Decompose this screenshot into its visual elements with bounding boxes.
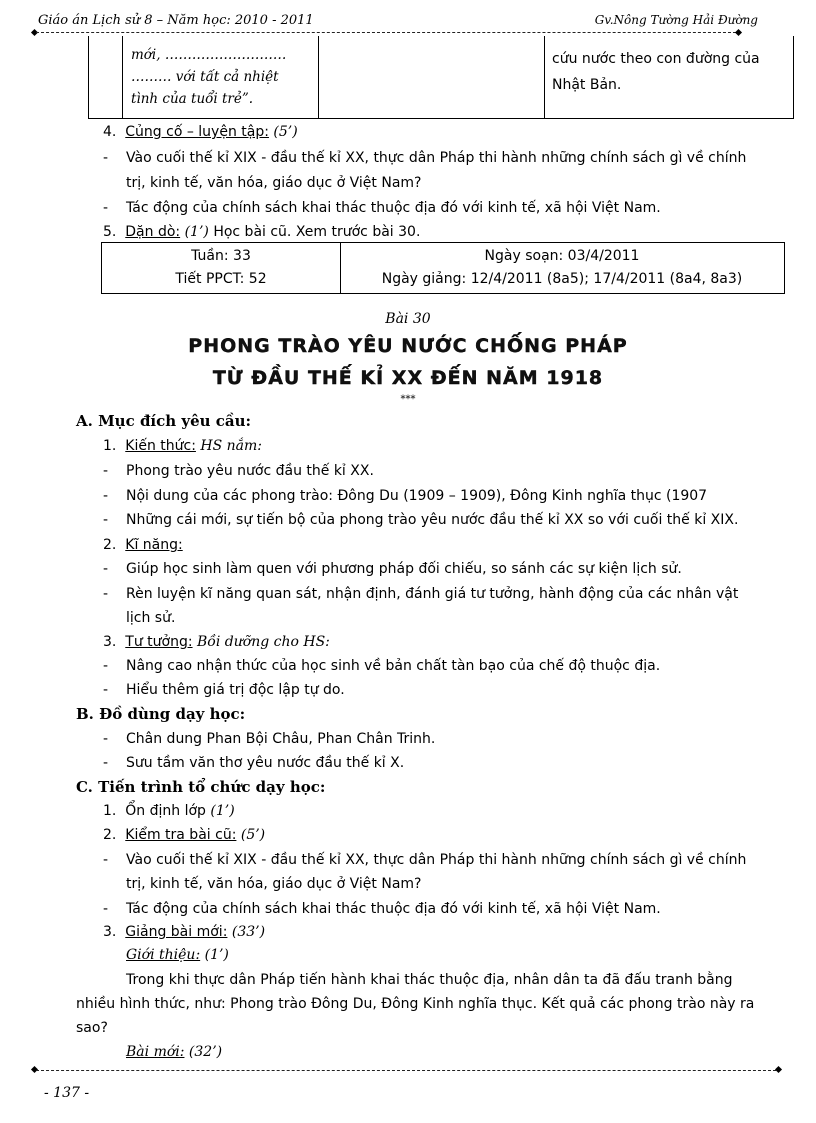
table-text-line: Nhật Bản. [552,77,622,93]
knowledge-heading [103,438,262,454]
header-author: Gv.Nông Tường Hải Đường [594,13,758,27]
materials-item: Chân dung Phan Bội Châu, Phan Chân Trinh. [126,731,436,747]
skills-item: lịch sử. [126,610,176,626]
table-border-inner2 [318,36,319,118]
section-a-heading: A. Mục đích yêu cầu: [76,412,252,430]
knowledge-item: Phong trào yêu nước đầu thế kỉ XX. [126,463,374,479]
review-label: Củng cố – luyện tập: [125,124,269,140]
intro-heading [126,947,229,963]
intro-label: Giới thiệu: [126,947,201,963]
bullet-dash: - [103,755,109,771]
knowledge-item: Nội dung của các phong trào: Đông Du (1909 – 1909), Đông Kinh nghĩa thục (1907 [126,488,708,504]
check-bullet-line: trị, kinh tế, văn hóa, giáo dục ở Việt Nam? [126,876,422,892]
step-2 [103,827,265,843]
bullet-dash: - [103,901,109,917]
table-quote-line: mới, ……………………… [131,47,287,63]
title-ornament: *** [400,394,416,405]
section-c-heading: C. Tiến trình tổ chức dạy học: [76,778,326,796]
bullet-dash: - [103,488,109,504]
knowledge-item: Những cái mới, sự tiến bộ của phong trào yêu nước đầu thế kỉ XX so với cuối thế kỉ XIX. [126,512,739,528]
review-heading [103,124,298,140]
table-border-bottom [88,118,794,119]
table-text-line: cứu nước theo con đường của [552,51,760,67]
step-1-time: (1’) [210,803,235,819]
skills-heading [103,537,183,553]
lesson-number: Bài 30 [385,311,431,327]
skills-item: Giúp học sinh làm quen với phương pháp đối chiếu, so sánh các sự kiện lịch sử. [126,561,682,577]
review-bullet-line: trị, kinh tế, văn hóa, giáo dục ở Việt Nam? [126,175,422,191]
homework-time: (1’) [184,224,209,240]
attitude-note: Bồi dưỡng cho HS: [197,634,330,650]
attitude-item: Hiểu thêm giá trị độc lập tự do. [126,682,345,698]
info-period: Tiết PPCT: 52 [175,271,267,287]
bullet-dash: - [103,852,109,868]
review-bullet-line: Tác động của chính sách khai thác thuộc địa đó với kinh tế, xã hội Việt Nam. [126,200,661,216]
info-week: Tuần: 33 [191,248,251,264]
header-rule [36,32,736,33]
review-bullet-line: Vào cuối thế kỉ XIX - đầu thế kỉ XX, thực dân Pháp thi hành những chính sách gì về chính [126,150,747,166]
lesson-title-line1: PHONG TRÀO YÊU NƯỚC CHỐNG PHÁP [188,335,628,357]
table-quote-line: ……… với tất cả nhiệt [131,69,279,85]
bullet-dash: - [103,731,109,747]
bullet-dash: - [103,463,109,479]
footer-rule [36,1070,776,1071]
bullet-dash: - [103,658,109,674]
bullet-dash: - [103,561,109,577]
materials-item: Sưu tầm văn thơ yêu nước đầu thế kỉ X. [126,755,405,771]
footer-right-dot [775,1066,782,1073]
step-3-label: Giảng bài mới: [125,924,228,940]
table-border-right [793,36,794,118]
table-border-left [88,36,89,118]
skills-number: 2. [103,537,117,553]
lesson-info-table [101,242,785,294]
review-time: (5’) [273,124,298,140]
step-2-label: Kiểm tra bài cũ: [125,827,237,843]
bullet-dash: - [103,586,109,602]
info-teach-date: Ngày giảng: 12/4/2011 (8a5); 17/4/2011 (8a4, 8a3) [381,271,743,287]
intro-time: (1’) [204,947,229,963]
knowledge-label: Kiến thức: [125,438,196,454]
review-number: 4. [103,124,117,140]
skills-item: Rèn luyện kĩ năng quan sát, nhận định, đánh giá tư tưởng, hành động của các nhân vật [126,586,739,602]
new-lesson-label: Bài mới: [126,1044,185,1060]
homework-number: 5. [103,224,117,240]
intro-paragraph-line: sao? [76,1020,108,1036]
page-number: - 137 - [44,1085,90,1101]
homework-label: Dặn dò: [125,224,181,240]
attitude-heading [103,634,330,650]
skills-label: Kĩ năng: [125,537,183,553]
step-2-number: 2. [103,827,117,843]
step-3 [103,924,265,940]
table-border-inner3 [544,36,545,118]
lesson-title-line2: TỪ ĐẦU THẾ KỈ XX ĐẾN NĂM 1918 [212,367,604,389]
step-3-number: 3. [103,924,117,940]
attitude-label: Tư tưởng: [125,634,193,650]
table-border-inner1 [122,36,123,118]
check-bullet-line: Tác động của chính sách khai thác thuộc địa đó với kinh tế, xã hội Việt Nam. [126,901,661,917]
bullet-dash: - [103,512,109,528]
attitude-number: 3. [103,634,117,650]
new-lesson-heading [126,1044,222,1060]
check-bullet-line: Vào cuối thế kỉ XIX - đầu thế kỉ XX, thực dân Pháp thi hành những chính sách gì về chính [126,852,747,868]
attitude-item: Nâng cao nhận thức của học sinh về bản chất tàn bạo của chế độ thuộc địa. [126,658,661,674]
step-3-time: (33’) [231,924,266,940]
header-title: Giáo án Lịch sử 8 – Năm học: 2010 - 2011 [38,13,314,28]
step-2-time: (5’) [240,827,266,843]
bullet-dash: - [103,682,109,698]
intro-paragraph-line: nhiều hình thức, như: Phong trào Đông Du, Đông Kinh nghĩa thục. Kết quả các phong trào này ra [76,996,755,1012]
table-quote-line: tình của tuổi trẻ”. [131,91,254,107]
section-b-heading: B. Đồ dùng dạy học: [76,705,246,723]
bullet-dash: - [103,150,109,166]
step-1-number: 1. [103,803,117,819]
homework-line [103,224,420,240]
knowledge-number: 1. [103,438,117,454]
new-lesson-time: (32’) [188,1044,223,1060]
table-cell-quote [131,44,313,110]
table-cell-text [552,46,788,98]
bullet-dash: - [103,200,109,216]
knowledge-note: HS nắm: [200,438,262,454]
intro-paragraph-line: Trong khi thực dân Pháp tiến hành khai thác thuộc địa, nhân dân ta đã đấu tranh bằng [126,972,733,988]
info-prep-date: Ngày soạn: 03/4/2011 [484,248,640,264]
homework-text: Học bài cũ. Xem trước bài 30. [213,224,421,240]
header-right-dot [735,29,742,36]
step-1-label: Ổn định lớp [125,803,206,819]
step-1 [103,803,235,819]
